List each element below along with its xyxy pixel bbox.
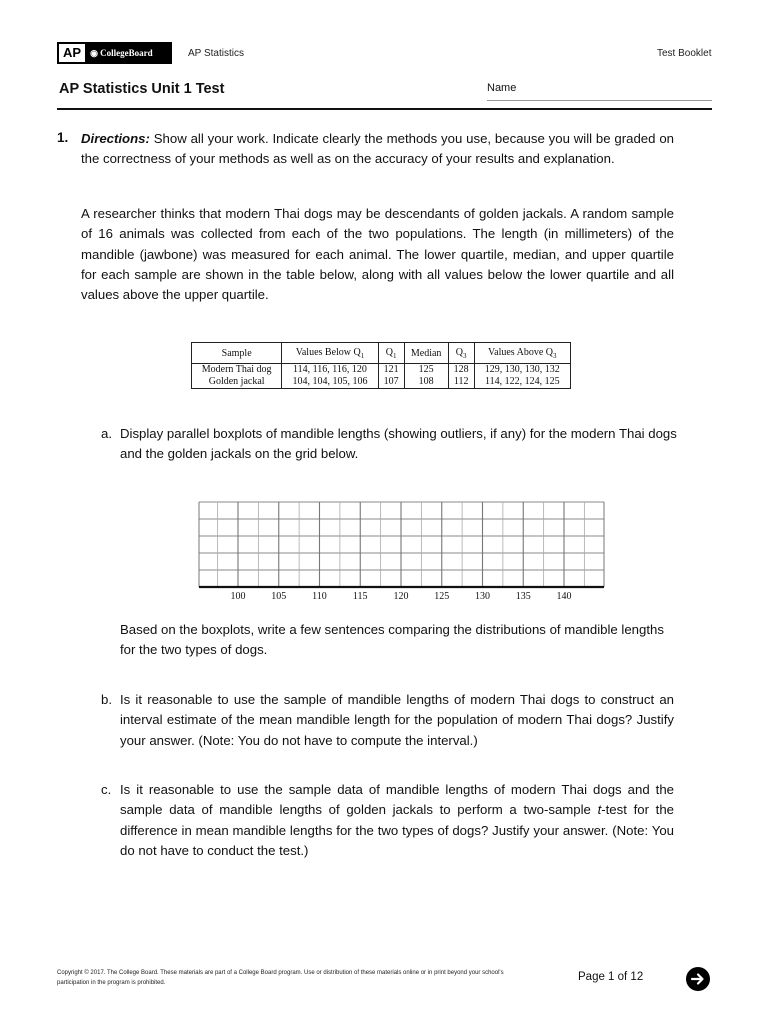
x-tick-label: 115: [352, 591, 368, 602]
ap-logo-text: AP: [59, 44, 85, 62]
header-q3: $Q_3$: [448, 343, 474, 364]
acorn-icon: ◉: [90, 47, 98, 58]
part-b-letter: b.: [101, 692, 112, 707]
cell-q1: 107: [378, 376, 404, 389]
directions-text: Show all your work. Indicate clearly the methods you use, because you will be graded on the correctness of your methods as well as on the accuracy of your results and explanation.: [81, 131, 674, 167]
cell-q3: 128: [448, 364, 474, 377]
x-tick-label: 130: [475, 591, 490, 602]
part-a-letter: a.: [101, 426, 112, 441]
cell-above: 129, 130, 130, 132: [474, 364, 570, 377]
x-tick-label: 110: [312, 591, 327, 602]
cell-median: 125: [404, 364, 448, 377]
part-a-text: Display parallel boxplots of mandible lengths (showing outliers, if any) for the modern Thai dogs and the golden jackals on the grid below.: [120, 426, 677, 462]
header-values-above: Values Above $Q_3$: [474, 343, 570, 364]
collegeboard-logo-text: ◉ CollegeBoard: [90, 47, 153, 58]
cell-median: 108: [404, 376, 448, 389]
cell-below: 114, 116, 116, 120: [282, 364, 378, 377]
directions-label: Directions:: [81, 131, 150, 146]
directions: [81, 129, 674, 170]
boxplot-grid-svg[interactable]: [197, 501, 607, 606]
name-label: Name: [487, 82, 517, 94]
table-row: [192, 364, 571, 377]
x-tick-label: 135: [515, 591, 531, 602]
copyright-notice: Copyright © 2017. The College Board. These materials are part of a College Board program. Use or distribution of these materials online or in print beyond your school's participation in the program is prohibited.: [57, 970, 504, 986]
quartile-table: [191, 342, 571, 389]
course-label: AP Statistics: [188, 48, 244, 59]
page-indicator: Page 1 of 12: [578, 971, 644, 983]
header-sample: Sample: [192, 343, 282, 364]
booklet-label: Test Booklet: [657, 48, 712, 59]
next-page-button[interactable]: [686, 967, 710, 991]
cell-below: 104, 104, 105, 106: [282, 376, 378, 389]
cell-q3: 112: [448, 376, 474, 389]
part-c-letter: c.: [101, 782, 112, 797]
table-row: [192, 376, 571, 389]
x-tick-label: 105: [271, 591, 287, 602]
cell-q1: 121: [378, 364, 404, 377]
x-tick-label: 120: [393, 591, 409, 602]
header-divider: [57, 108, 712, 110]
part-c-text: Is it reasonable to use the sample data of mandible lengths of modern Thai dogs and the sample data of mandible lengths of golden jackals to perform a two-sample t-test for the difference in mean mandible lengths for the two types of dogs? Justify your answer. (Note: You do not have to conduct the test.): [120, 782, 674, 858]
question-stem: A researcher thinks that modern Thai dogs may be descendants of golden jackals. A random sample of 16 animals was collected from each of the two populations. The length (in millimeters) of the mandible (jawbone) was measured for each animal. The lower quartile, median, and upper quartile for each sample are shown in the table below, along with all values below the lower quartile and all values above the upper quartile.: [81, 206, 674, 303]
ap-collegeboard-logo: [57, 42, 172, 64]
name-line[interactable]: [487, 100, 712, 101]
header-values-below: Values Below $Q_1$: [282, 343, 378, 364]
part-a-followup: Based on the boxplots, write a few sentences comparing the distributions of mandible lengths for the two types of dogs.: [120, 622, 664, 658]
page-title: AP Statistics Unit 1 Test: [59, 81, 225, 97]
cell-sample: Modern Thai dog: [192, 364, 282, 377]
question-number: 1.: [57, 130, 69, 145]
x-tick-label: 100: [230, 591, 246, 602]
cell-above: 114, 122, 124, 125: [474, 376, 570, 389]
arrow-right-icon: [690, 971, 706, 987]
part-b-text: Is it reasonable to use the sample of mandible lengths of modern Thai dogs to construct an interval estimate of the mean mandible length for the population of modern Thai dogs? Justify your answer. (Note: You do not have to compute the interval.): [120, 692, 674, 748]
header-q1: $Q_1$: [378, 343, 404, 364]
header-median: Median: [404, 343, 448, 364]
cell-sample: Golden jackal: [192, 376, 282, 389]
x-tick-label: 125: [434, 591, 450, 602]
x-tick-label: 140: [556, 591, 572, 602]
boxplot-grid[interactable]: [197, 501, 607, 606]
